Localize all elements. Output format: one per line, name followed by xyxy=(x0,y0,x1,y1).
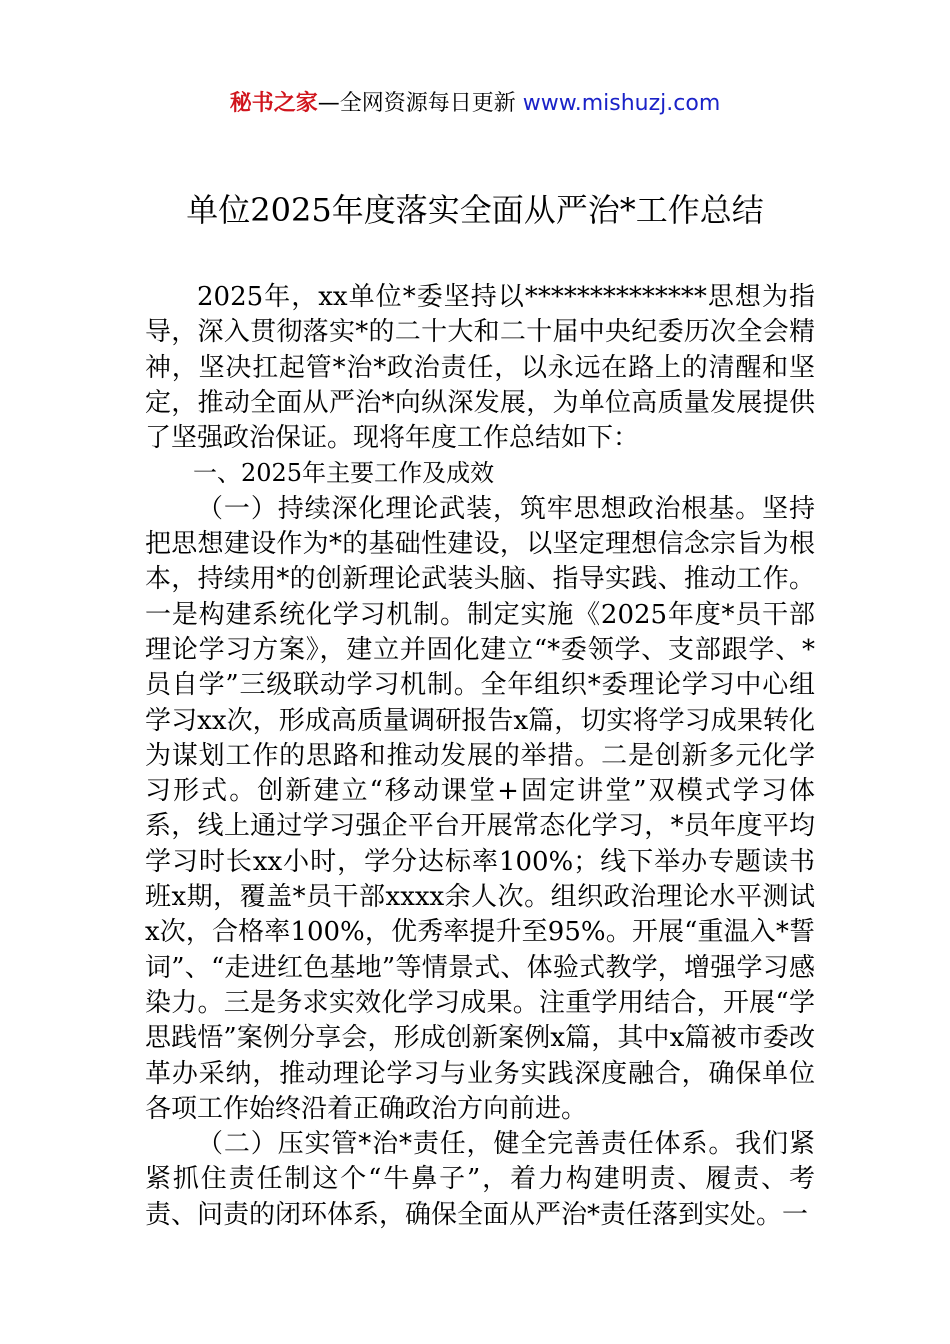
intro-paragraph: 2025年，xx单位*委坚持以**************思想为指导，深入贯彻落实*的二十大和二十届中央纪委历次全会精神，坚决扛起管*治*政治责任，以永远在路上的清醒和坚定，推动全面从严治*向纵深发展，为单位高质量发展提供了坚强政治保证。现将年度工作总结如下： xyxy=(145,282,815,454)
section-heading: 一、2025年主要工作及成效 xyxy=(193,459,495,488)
body-paragraph: （一）持续深化理论武装，筑牢思想政治根基。坚持把思想建设作为*的基础性建设，以坚定理想信念宗旨为根本，持续用*的创新理论武装头脑、指导实践、推动工作。一是构建系统化学习机制。制定实施《2025年度*员干部理论学习方案》，建立并固化建立“*委领学、支部跟学、*员自学”三级联动学习机制。全年组织*委理论学习中心组学习xx次，形成高质量调研报告x篇，切实将学习成果转化为谋划工作的思路和推动发展的举措。二是创新多元化学习形式。创新建立“移动课堂+固定讲堂”双模式学习体系，线上通过学习强企平台开展常态化学习，*员年度平均学习时长xx小时，学分达标率100%；线下举办专题读书班x期，覆盖*员干部xxxx余人次。组织政治理论水平测试x次，合格率100%，优秀率提升至95%。开展“重温入*誓词”、“走进红色基地”等情景式、体验式教学，增强学习感染力。三是务求实效化学习成果。注重学用结合，开展“学思践悟”案例分享会，形成创新案例x篇，其中x篇被市委改革办采纳，推动理论学习与业务实践深度融合，确保单位各项工作始终沿着正确政治方向前进。 xyxy=(145,493,815,1124)
site-header xyxy=(0,88,950,120)
body-paragraph: （二）压实管*治*责任，健全完善责任体系。我们紧紧抓住责任制这个“牛鼻子”，着力构建明责、履责、考责、问责的闭环体系，确保全面从严治*责任落到实处。一 xyxy=(145,1129,815,1230)
document-body xyxy=(145,280,815,1233)
site-tagline: —全网资源每日更新 xyxy=(317,91,523,116)
site-url-link[interactable]: www.mishuzj.com xyxy=(522,91,721,116)
document-title: 单位2025年度落实全面从严治*工作总结 xyxy=(186,191,764,229)
site-brand: 秘书之家 xyxy=(229,91,318,116)
